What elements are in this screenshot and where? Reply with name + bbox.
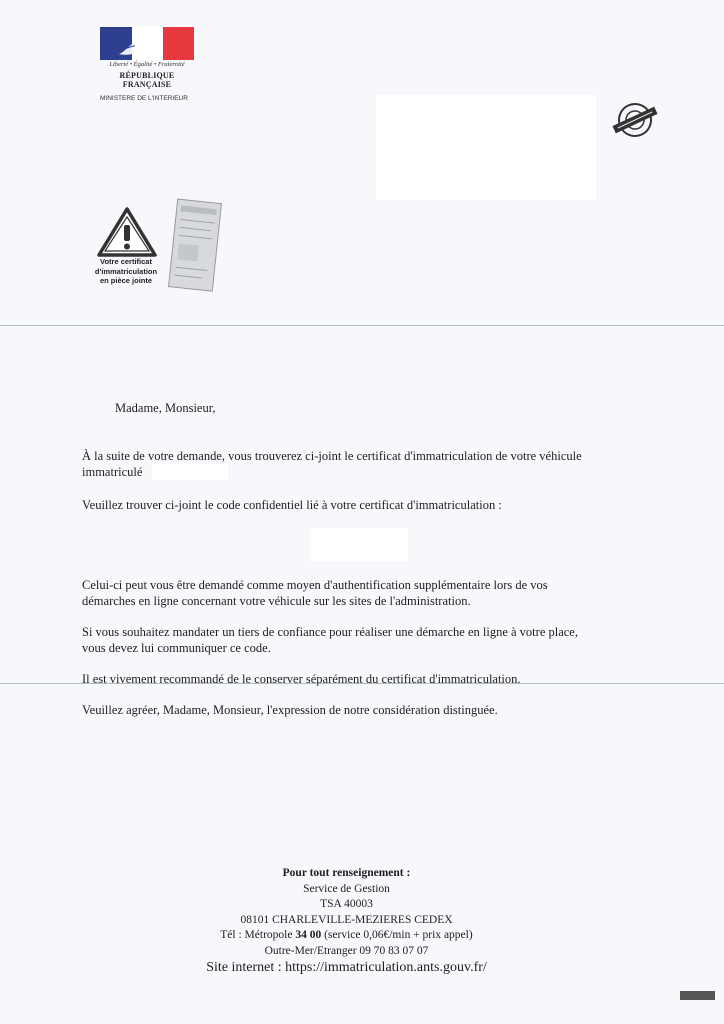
paragraph-line: immatriculé xyxy=(82,465,143,479)
phone-rate: (service 0,06€/min + prix appel) xyxy=(321,929,473,941)
flag-red-band xyxy=(163,27,194,60)
service-name: Service de Gestion xyxy=(303,882,390,895)
notice-line: en pièce jointe xyxy=(99,276,153,285)
ministry-name: MINISTERE DE L'INTERIEUR xyxy=(100,95,188,102)
tsa-code: TSA 40003 xyxy=(320,898,373,910)
overseas-phone: Outre-Mer/Etranger 09 70 83 07 07 xyxy=(264,944,429,957)
courrier-suivi-stamp-icon xyxy=(606,97,664,143)
closing-line: Veuillez agréer, Madame, Monsieur, l'expression de notre considération distinguée. xyxy=(82,703,498,717)
phone-prefix: Tél : Métropole xyxy=(220,929,296,941)
notice-line: d'immatriculation xyxy=(94,266,158,276)
scan-marker xyxy=(680,991,715,1000)
postal-city: 08101 CHARLEVILLE-MEZIERES CEDEX xyxy=(240,913,453,926)
paragraph-line: Veuillez trouver ci-joint le code confidentiel lié à votre certificat d'immatriculation : xyxy=(82,498,502,512)
paragraph-line: vous devez lui communiquer ce code. xyxy=(82,641,271,655)
fold-line xyxy=(0,325,724,326)
warning-triangle-icon xyxy=(96,206,158,258)
salutation: Madame, Monsieur, xyxy=(115,401,216,415)
republic-motto: Liberté • Égalité • Fraternité xyxy=(109,61,185,68)
certificate-thumbnail-icon xyxy=(165,197,223,293)
phone-number: 34 00 xyxy=(295,929,322,941)
contact-heading: Pour tout renseignement : xyxy=(282,867,411,879)
paragraph-line: À la suite de votre demande, vous trouverez ci-joint le certificat d'immatriculation de votre véhicule xyxy=(82,449,582,463)
certificate-notice xyxy=(86,257,166,286)
phone-line xyxy=(180,928,513,944)
notice-line: Votre certificat xyxy=(100,257,152,266)
website-link[interactable]: Site internet : https://immatriculation.ants.gouv.fr/ xyxy=(206,960,487,975)
contact-footer xyxy=(180,866,513,977)
redacted-plate-number xyxy=(152,464,228,480)
paragraph-line: Il est vivement recommandé de le conserver séparément du certificat d'immatriculation. xyxy=(82,672,521,686)
redacted-confidential-code xyxy=(311,528,408,561)
republic-name: RÉPUBLIQUE FRANÇAISE xyxy=(119,71,175,89)
paragraph-line: Si vous souhaitez mandater un tiers de confiance pour réaliser une démarche en ligne à votre place, xyxy=(82,625,578,639)
paragraph-line: Celui-ci peut vous être demandé comme moyen d'authentification supplémentaire lors de vos xyxy=(82,578,548,592)
paragraph-line: démarches en ligne concernant votre véhicule sur les sites de l'administration. xyxy=(82,594,471,608)
redacted-address-block xyxy=(376,95,596,200)
marianne-profile-icon xyxy=(115,34,151,58)
